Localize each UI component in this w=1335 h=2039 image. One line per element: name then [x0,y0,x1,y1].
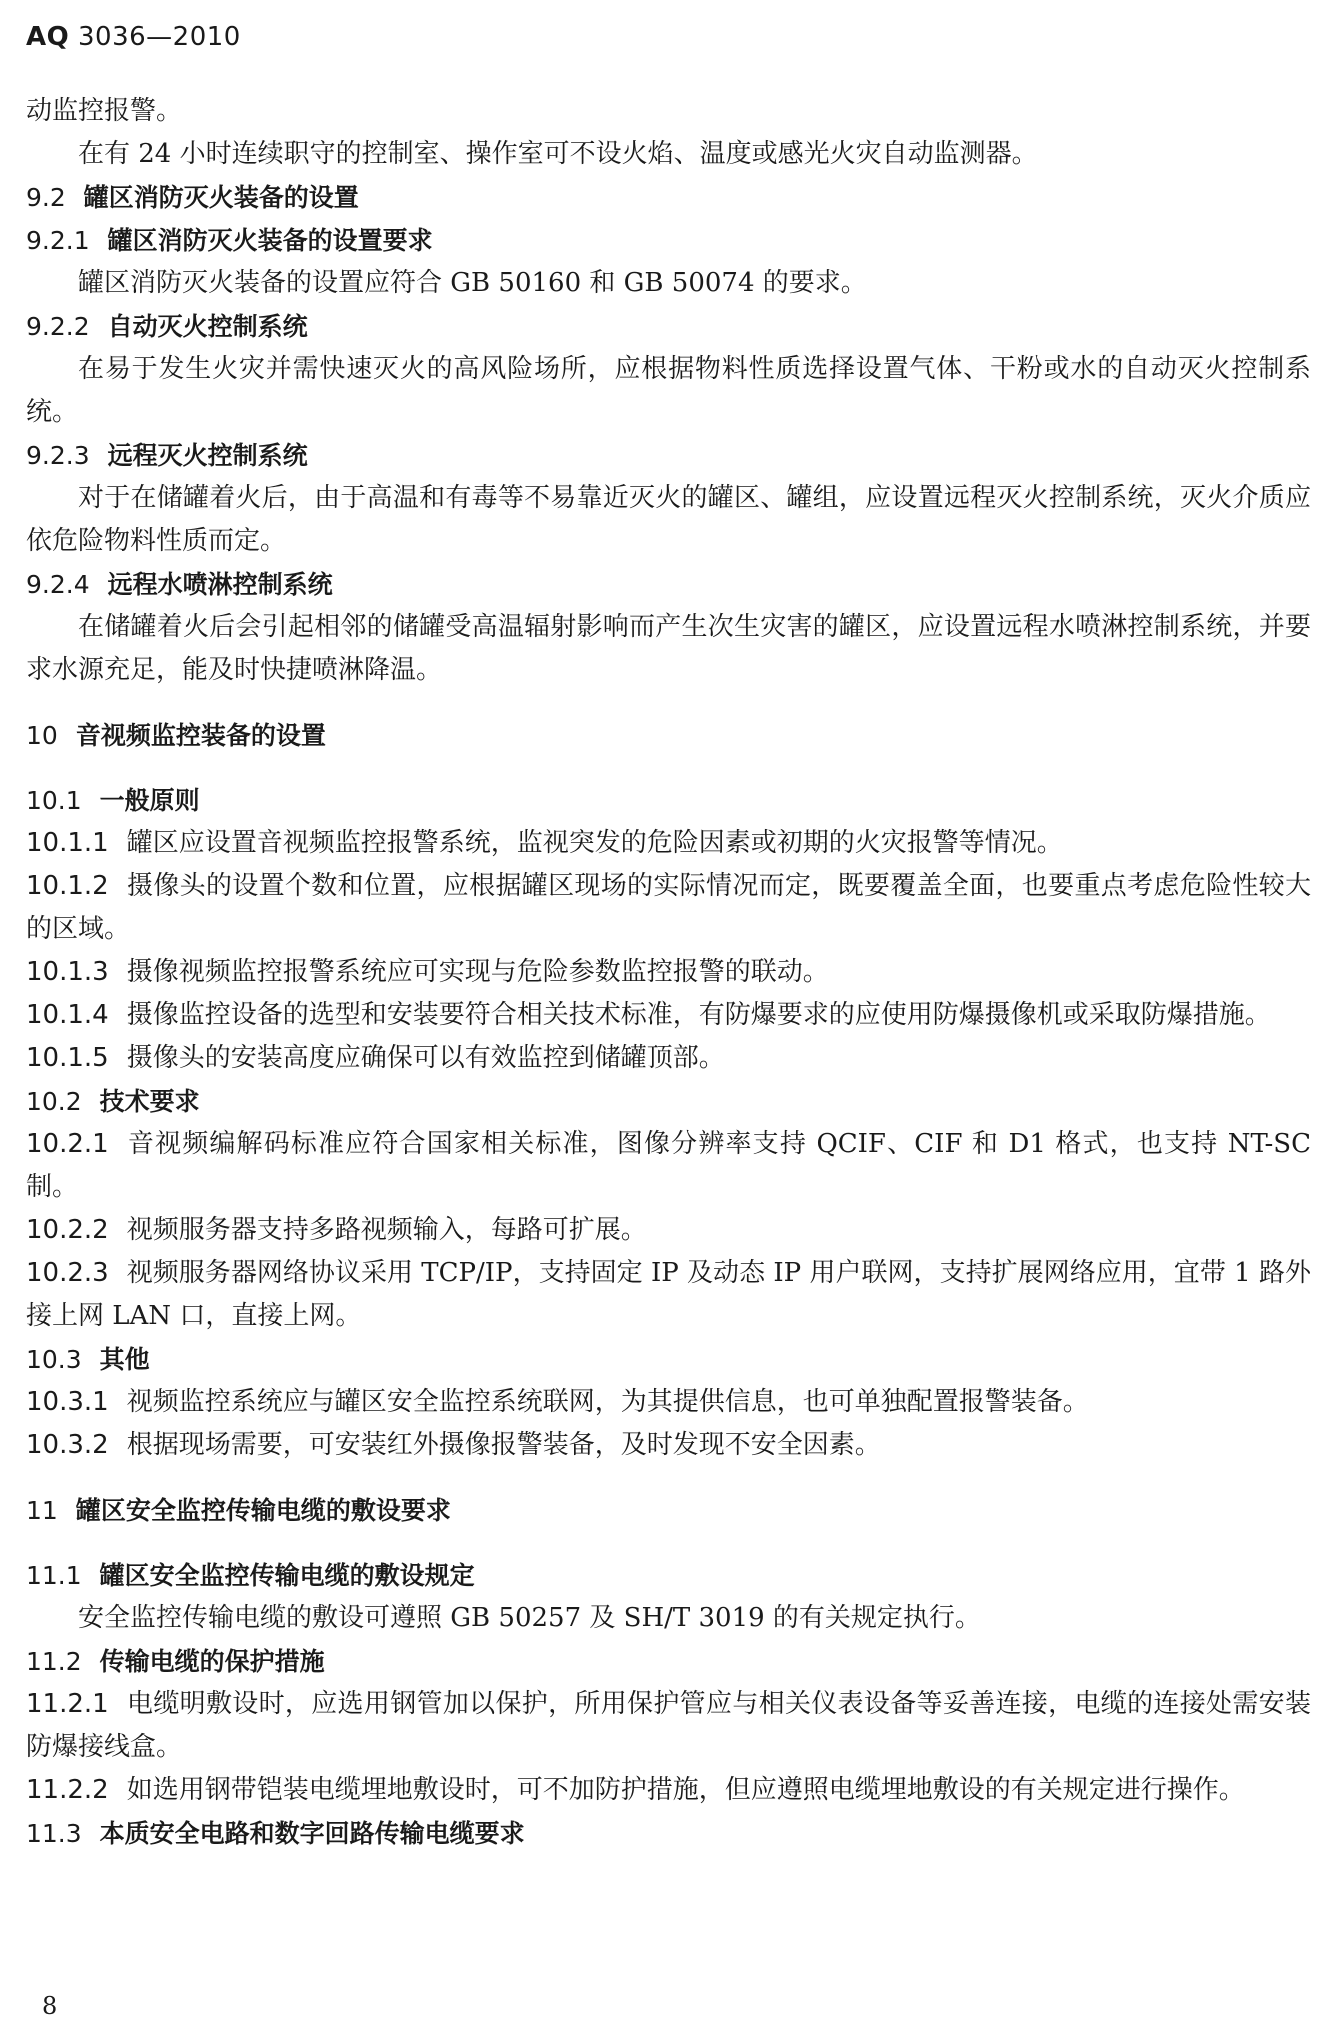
section-number: 9.2.2 [26,312,90,341]
clause-10-1-5 [26,1037,1311,1080]
clause-text: 电缆明敷设时，应选用钢管加以保护，所用保护管应与相关仪表设备等妥善连接，电缆的连接处需安装防爆接线盒。 [26,1689,1311,1762]
clause-number: 11.2.2 [26,1775,109,1805]
clause-text: 音视频编解码标准应符合国家相关标准，图像分辨率支持 QCIF、CIF 和 D1 格式，也支持 NT-SC 制。 [26,1129,1311,1202]
section-title: 远程灭火控制系统 [107,441,308,470]
section-number: 9.2.3 [26,441,90,470]
clause-number: 10.1.4 [26,1000,109,1030]
chapter-heading-10 [26,714,1311,757]
clause-number: 10.3.1 [26,1387,109,1417]
section-title: 一般原则 [99,786,200,815]
clause-text: 罐区应设置音视频监控报警系统，监视突发的危险因素或初期的火灾报警等情况。 [126,828,1063,858]
standard-number: 3036—2010 [78,22,241,52]
section-number: 10.2 [26,1087,82,1116]
section-heading-9-2-2 [26,305,1311,348]
clause-text: 根据现场需要，可安装红外摄像报警装备，及时发现不安全因素。 [126,1430,881,1460]
paragraph: 在易于发生火灾并需快速灭火的高风险场所，应根据物料性质选择设置气体、干粉或水的自动灭火控制系统。 [26,354,1311,427]
clause-number: 10.2.3 [26,1258,109,1288]
chapter-number: 11 [26,1496,58,1525]
clause-number: 10.1.1 [26,828,109,858]
clause-10-3-1 [26,1381,1311,1424]
clause-10-3-2 [26,1424,1311,1467]
clause-number: 10.2.1 [26,1129,109,1159]
section-number: 11.3 [26,1819,82,1848]
section-number: 9.2.1 [26,226,90,255]
chapter-title: 音视频监控装备的设置 [75,721,326,750]
standard-code: AQ [26,22,70,52]
clause-number: 10.1.5 [26,1043,109,1073]
section-heading-9-2-1 [26,219,1311,262]
section-heading-10-3 [26,1338,1311,1381]
document-body [26,90,1311,1855]
continued-text: 动监控报警。 [26,96,183,126]
section-title: 传输电缆的保护措施 [99,1647,325,1676]
page-number: 8 [42,1992,58,2020]
clause-number: 10.1.3 [26,957,109,987]
section-heading-9-2-4 [26,563,1311,606]
clause-text: 摄像头的设置个数和位置，应根据罐区现场的实际情况而定，既要覆盖全面，也要重点考虑危险性较大的区域。 [26,871,1311,944]
section-heading-9-2 [26,176,1311,219]
clause-10-1-2 [26,865,1311,951]
clause-10-2-2 [26,1209,1311,1252]
section-title: 本质安全电路和数字回路传输电缆要求 [99,1819,525,1848]
section-number: 10.1 [26,786,82,815]
section-heading-11-3 [26,1812,1311,1855]
chapter-number: 10 [26,721,58,750]
section-title: 远程水喷淋控制系统 [107,570,333,599]
clause-11-2-1 [26,1683,1311,1769]
paragraph: 在有 24 小时连续职守的控制室、操作室可不设火焰、温度或感光火灾自动监测器。 [78,139,1038,169]
clause-10-2-3 [26,1252,1311,1338]
clause-10-1-1 [26,822,1311,865]
clause-text: 如选用钢带铠装电缆埋地敷设时，可不加防护措施，但应遵照电缆埋地敷设的有关规定进行操作。 [126,1775,1245,1805]
section-title: 罐区消防灭火装备的设置 [83,183,359,212]
section-number: 9.2 [26,183,66,212]
section-heading-10-2 [26,1080,1311,1123]
paragraph: 对于在储罐着火后，由于高温和有毒等不易靠近灭火的罐区、罐组，应设置远程灭火控制系统，灭火介质应依危险物料性质而定。 [26,483,1311,556]
clause-text: 摄像监控设备的选型和安装要符合相关技术标准，有防爆要求的应使用防爆摄像机或采取防爆措施。 [126,1000,1271,1030]
section-heading-10-1 [26,779,1311,822]
section-title: 其他 [99,1345,150,1374]
section-title: 罐区安全监控传输电缆的敷设规定 [99,1561,475,1590]
paragraph: 安全监控传输电缆的敷设可遵照 GB 50257 及 SH/T 3019 的有关规定执行。 [78,1603,981,1633]
clause-text: 视频服务器网络协议采用 TCP/IP，支持固定 IP 及动态 IP 用户联网，支持扩展网络应用，宜带 1 路外接上网 LAN 口，直接上网。 [26,1258,1311,1331]
section-number: 11.2 [26,1647,82,1676]
standard-header [26,22,241,52]
chapter-title: 罐区安全监控传输电缆的敷设要求 [75,1496,451,1525]
clause-number: 10.2.2 [26,1215,109,1245]
section-number: 9.2.4 [26,570,90,599]
clause-text: 摄像视频监控报警系统应可实现与危险参数监控报警的联动。 [126,957,829,987]
section-title: 自动灭火控制系统 [107,312,308,341]
clause-10-1-4 [26,994,1311,1037]
section-heading-11-1 [26,1554,1311,1597]
paragraph: 在储罐着火后会引起相邻的储罐受高温辐射影响而产生次生灾害的罐区，应设置远程水喷淋控制系统，并要求水源充足，能及时快捷喷淋降温。 [26,612,1311,685]
section-number: 11.1 [26,1561,82,1590]
clause-text: 视频服务器支持多路视频输入，每路可扩展。 [126,1215,647,1245]
clause-number: 11.2.1 [26,1689,109,1719]
clause-10-1-3 [26,951,1311,994]
clause-11-2-2 [26,1769,1311,1812]
section-title: 技术要求 [99,1087,200,1116]
clause-10-2-1 [26,1123,1311,1209]
section-heading-9-2-3 [26,434,1311,477]
section-title: 罐区消防灭火装备的设置要求 [107,226,433,255]
section-number: 10.3 [26,1345,82,1374]
section-heading-11-2 [26,1640,1311,1683]
clause-number: 10.3.2 [26,1430,109,1460]
paragraph: 罐区消防灭火装备的设置应符合 GB 50160 和 GB 50074 的要求。 [78,268,867,298]
clause-number: 10.1.2 [26,871,109,901]
chapter-heading-11 [26,1489,1311,1532]
clause-text: 摄像头的安装高度应确保可以有效监控到储罐顶部。 [126,1043,725,1073]
clause-text: 视频监控系统应与罐区安全监控系统联网，为其提供信息，也可单独配置报警装备。 [126,1387,1089,1417]
